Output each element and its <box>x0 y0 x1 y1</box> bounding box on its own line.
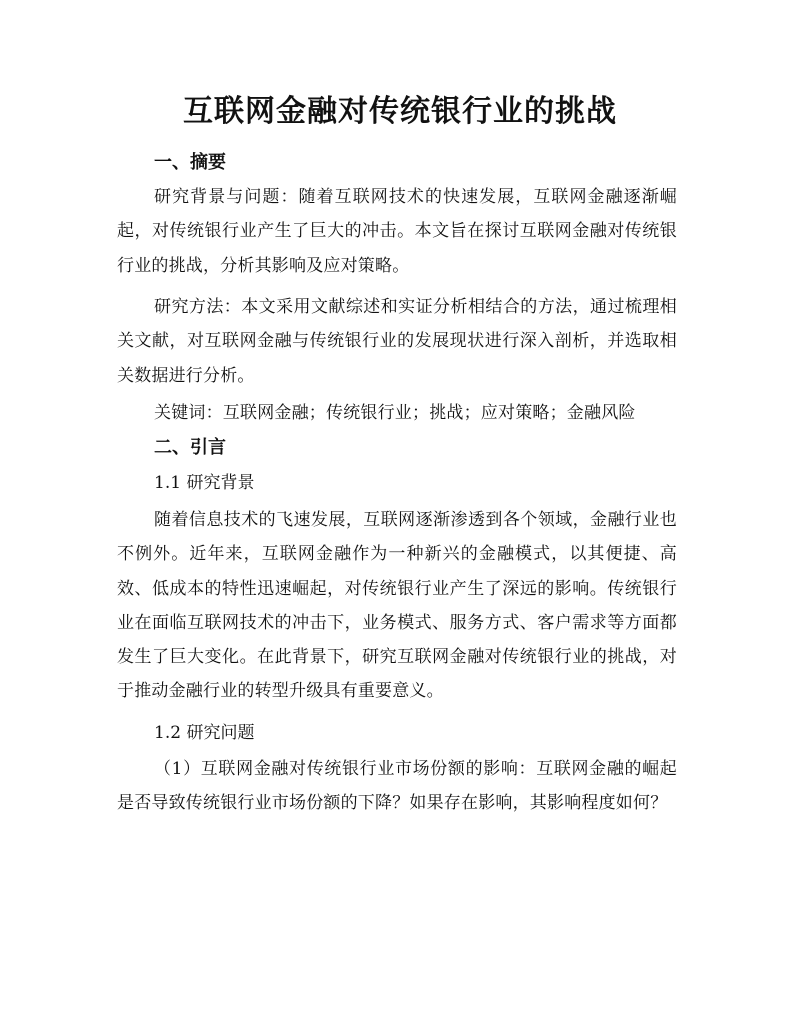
intro-heading: 二、引言 <box>154 437 226 458</box>
abstract-heading: 一、摘要 <box>154 152 226 173</box>
document-title: 互联网金融对传统银行业的挑战 <box>183 94 617 129</box>
intro-subheading-questions: 1.2 研究问题 <box>154 723 255 743</box>
research-question-1: （1）互联网金融对传统银行业市场份额的影响：互联网金融的崛起是否导致传统银行业市场份额的下降？如果存在影响，其影响程度如何？ <box>117 759 677 814</box>
intro-subheading-background: 1.1 研究背景 <box>154 473 255 493</box>
abstract-method-paragraph: 研究方法：本文采用文献综述和实证分析相结合的方法，通过梳理相关文献，对互联网金融与传统银行业的发展现状进行深入剖析，并选取相关数据进行分析。 <box>117 297 677 386</box>
intro-background-paragraph: 随着信息技术的飞速发展，互联网逐渐渗透到各个领域，金融行业也不例外。近年来，互联网金融作为一种新兴的金融模式，以其便捷、高效、低成本的特性迅速崛起，对传统银行业产生了深远的影响。传统银行业在面临互联网技术的冲击下，业务模式、服务方式、客户需求等方面都发生了巨大变化。在此背景下，研究互联网金融对传统银行业的挑战，对于推动金融行业的转型升级具有重要意义。 <box>117 510 677 702</box>
abstract-keywords: 关键词：互联网金融；传统银行业；挑战；应对策略；金融风险 <box>154 403 636 423</box>
abstract-background-paragraph: 研究背景与问题：随着互联网技术的快速发展，互联网金融逐渐崛起，对传统银行业产生了巨大的冲击。本文旨在探讨互联网金融对传统银行业的挑战，分析其影响及应对策略。 <box>117 187 677 276</box>
